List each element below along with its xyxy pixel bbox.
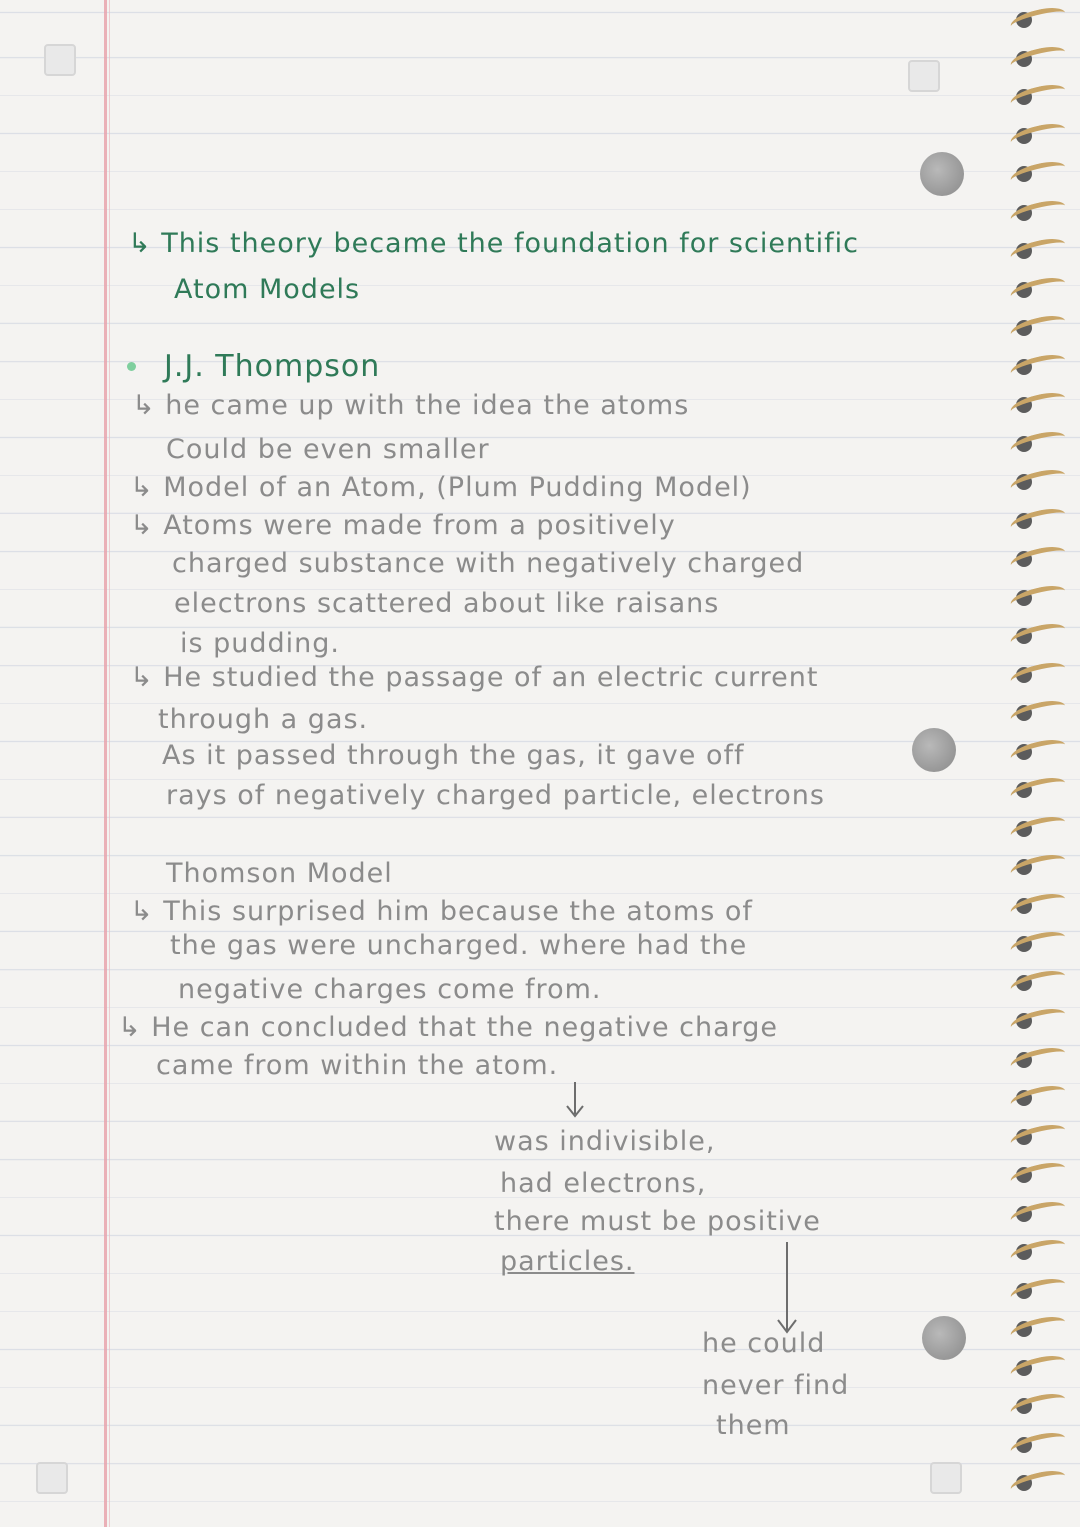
spiral-coil — [1010, 280, 1070, 300]
coil-ring — [1009, 119, 1068, 151]
note-line: Could be even smaller — [166, 434, 490, 465]
coil-ring — [1009, 1390, 1068, 1422]
note-line: As it passed through the gas, it gave off — [162, 740, 745, 771]
note-line: ↳ he came up with the idea the atoms — [132, 390, 690, 421]
spiral-coil — [1010, 87, 1070, 107]
coil-ring — [1009, 196, 1068, 228]
branch-line: was indivisible, — [494, 1126, 716, 1157]
spiral-coil — [1010, 395, 1070, 415]
spiral-coil — [1010, 511, 1070, 531]
coil-ring — [1009, 81, 1068, 113]
note-line: came from within the atom. — [156, 1050, 559, 1081]
coil-ring — [1009, 543, 1068, 575]
corner-stamp-bottom-right — [930, 1462, 962, 1494]
note-line: ↳ He studied the passage of an electric current — [130, 662, 819, 693]
spiral-coil — [1010, 10, 1070, 30]
coil-ring — [1009, 620, 1068, 652]
note-line: the gas were uncharged. where had the — [170, 930, 748, 961]
coil-ring — [1009, 697, 1068, 729]
intro-line-2: Atom Models — [174, 274, 361, 305]
branch-line: had electrons, — [500, 1168, 707, 1199]
note-line: ↳ Model of an Atom, (Plum Pudding Model) — [130, 472, 752, 503]
spiral-coil — [1010, 819, 1070, 839]
branch-line: there must be positive — [494, 1206, 821, 1237]
spiral-coil — [1010, 549, 1070, 569]
punch-hole — [922, 1316, 966, 1360]
coil-ring — [1009, 350, 1068, 382]
coil-ring — [1009, 466, 1068, 498]
spiral-coil — [1010, 665, 1070, 685]
spiral-coil — [1010, 241, 1070, 261]
spiral-coil — [1010, 934, 1070, 954]
spiral-coil — [1010, 126, 1070, 146]
coil-ring — [1009, 427, 1068, 459]
down-arrow-icon — [560, 1080, 590, 1120]
spiral-coil — [1010, 1473, 1070, 1493]
note-line: is pudding. — [180, 628, 341, 659]
coil-ring — [1009, 1428, 1068, 1460]
spiral-coil — [1010, 318, 1070, 338]
coil-ring — [1009, 966, 1068, 998]
spiral-coil — [1010, 1165, 1070, 1185]
section-subtitle: Thomson Model — [166, 858, 393, 889]
spiral-coil — [1010, 1088, 1070, 1108]
coil-ring — [1009, 928, 1068, 960]
spiral-coil — [1010, 1050, 1070, 1070]
coil-ring — [1009, 735, 1068, 767]
intro-line-1: ↳ This theory became the foundation for scientific — [128, 228, 859, 259]
spiral-coil — [1010, 164, 1070, 184]
margin-line-secondary — [109, 0, 110, 1527]
coil-ring — [1009, 1351, 1068, 1383]
spiral-coil — [1010, 1204, 1070, 1224]
coil-ring — [1009, 504, 1068, 536]
coil-ring — [1009, 1120, 1068, 1152]
branch-line: never find — [702, 1370, 850, 1401]
note-line: ↳ He can concluded that the negative charge — [118, 1012, 779, 1043]
spiral-coil — [1010, 703, 1070, 723]
bullet-icon — [127, 362, 136, 371]
corner-stamp-top-right — [908, 60, 940, 92]
spiral-coil — [1010, 472, 1070, 492]
corner-stamp-top-left — [44, 44, 76, 76]
coil-ring — [1009, 889, 1068, 921]
coil-ring — [1009, 1082, 1068, 1114]
spiral-coil — [1010, 588, 1070, 608]
section-heading: J.J. Thompson — [164, 349, 381, 384]
coil-ring — [1009, 312, 1068, 344]
spiral-coil — [1010, 1319, 1070, 1339]
coil-ring — [1009, 4, 1068, 36]
spiral-coil — [1010, 1242, 1070, 1262]
punch-hole — [920, 152, 964, 196]
spiral-coil — [1010, 742, 1070, 762]
spiral-coil — [1010, 434, 1070, 454]
note-line: electrons scattered about like raisans — [174, 588, 720, 619]
spiral-coil — [1010, 1358, 1070, 1378]
note-line: charged substance with negatively charged — [172, 548, 805, 579]
coil-ring — [1009, 812, 1068, 844]
coil-ring — [1009, 1159, 1068, 1191]
note-line: ↳ This surprised him because the atoms of — [130, 896, 753, 927]
coil-ring — [1009, 774, 1068, 806]
note-line: rays of negatively charged particle, electrons — [166, 780, 825, 811]
branch-line: he could — [702, 1328, 826, 1359]
coil-ring — [1009, 389, 1068, 421]
note-line: ↳ Atoms were made from a positively — [130, 510, 676, 541]
spiral-coil — [1010, 1435, 1070, 1455]
spiral-coil — [1010, 857, 1070, 877]
note-line: negative charges come from. — [178, 974, 602, 1005]
spiral-coil — [1010, 357, 1070, 377]
coil-ring — [1009, 1236, 1068, 1268]
spiral-coil — [1010, 780, 1070, 800]
spiral-binding — [998, 0, 1080, 1527]
coil-ring — [1009, 581, 1068, 613]
coil-ring — [1009, 235, 1068, 267]
down-arrow-icon — [772, 1240, 802, 1336]
coil-ring — [1009, 42, 1068, 74]
coil-ring — [1009, 158, 1068, 190]
spiral-coil — [1010, 203, 1070, 223]
margin-line — [104, 0, 107, 1527]
coil-ring — [1009, 658, 1068, 690]
spiral-coil — [1010, 626, 1070, 646]
coil-ring — [1009, 1043, 1068, 1075]
corner-stamp-bottom-left — [36, 1462, 68, 1494]
note-line: through a gas. — [158, 704, 369, 735]
spiral-coil — [1010, 1127, 1070, 1147]
coil-ring — [1009, 1005, 1068, 1037]
branch-line: them — [716, 1410, 791, 1441]
spiral-coil — [1010, 896, 1070, 916]
spiral-coil — [1010, 49, 1070, 69]
coil-ring — [1009, 1274, 1068, 1306]
spiral-coil — [1010, 1011, 1070, 1031]
spiral-coil — [1010, 1396, 1070, 1416]
branch-line: particles. — [500, 1246, 635, 1277]
coil-ring — [1009, 1197, 1068, 1229]
coil-ring — [1009, 851, 1068, 883]
punch-hole — [912, 728, 956, 772]
spiral-coil — [1010, 1281, 1070, 1301]
coil-ring — [1009, 273, 1068, 305]
spiral-coil — [1010, 973, 1070, 993]
coil-ring — [1009, 1313, 1068, 1345]
coil-ring — [1009, 1467, 1068, 1499]
